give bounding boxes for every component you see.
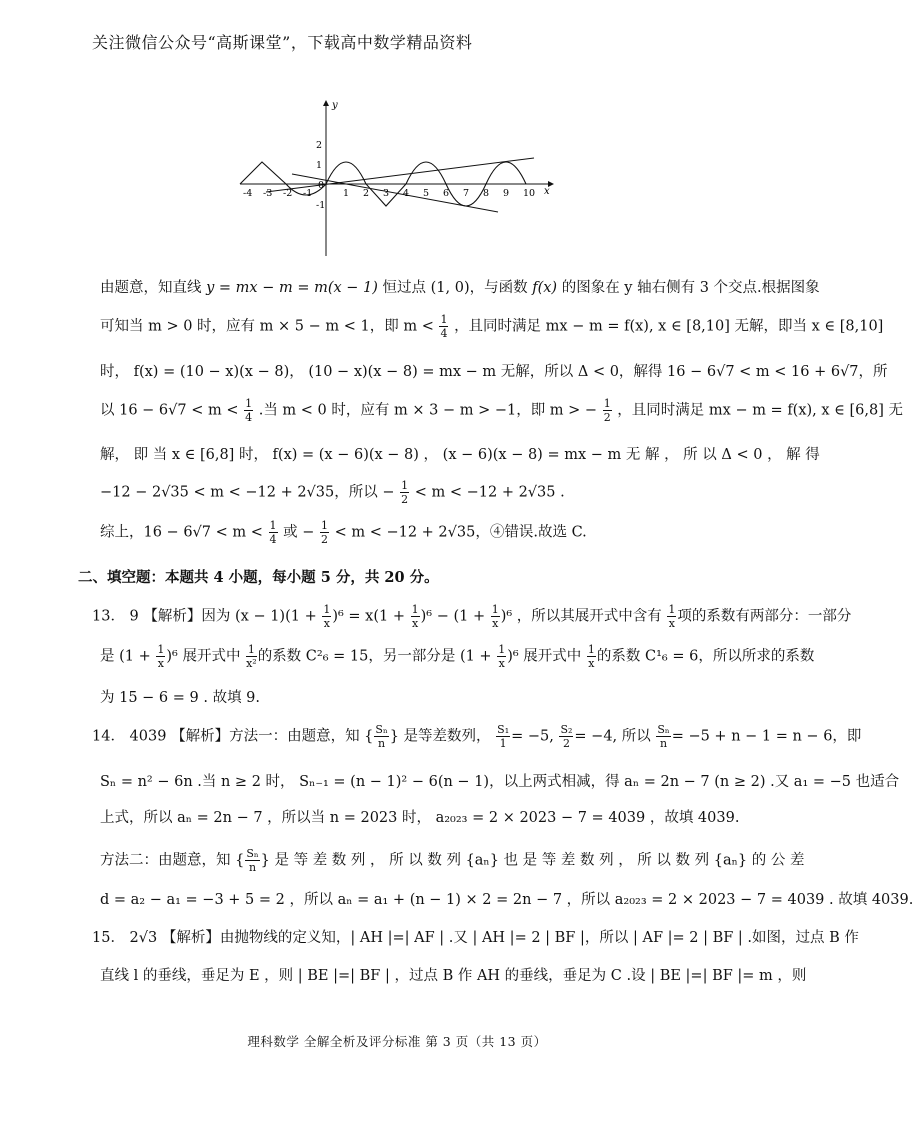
solution-line: 可知当 m > 0 时，应有 m × 5 − m < 1，即 m < $\frac{1}{4}$ ，且同时满足 mx − m = f(x), x ∈ [8,10] 无解，即当 x ∈ [8,10]	[100, 313, 884, 340]
x-tick-label: 4	[403, 188, 410, 199]
x-tick-label: -4	[243, 188, 253, 199]
answer-line: 14． 4039 【解析】方法一：由题意，知 { $\frac{\text{Sₙ}}{n}$ } 是等差数列， $\frac{\text{S₁}}{1}$ = −5, $\frac{\text{S₂}}{2}$ = −4, 所以 $\frac{\text{Sₙ}}{n}$ = −5 + n − 1 = n − 6，即	[92, 723, 862, 750]
answer-line: 上式，所以 aₙ = 2n − 7 ，所以当 n = 2023 时， a₂₀₂₃ = 2 × 2023 − 7 = 4039 ，故填 4039.	[100, 810, 740, 826]
fraction: $\frac{\text{Sₙ}}{n}$	[375, 723, 388, 750]
x-tick-label: -2	[283, 188, 293, 199]
fraction: $\frac{1}{4}$	[245, 397, 253, 424]
x-tick-label: 2	[363, 188, 370, 199]
x-tick-label: 6	[443, 188, 450, 199]
fraction: $\frac{\text{S₂}}{2}$	[560, 723, 573, 750]
answer-line: d = a₂ − a₁ = −3 + 5 = 2 ，所以 aₙ = a₁ + (n − 1) × 2 = 2n − 7 ，所以 a₂₀₂₃ = 2 × 2023 − 7 = 4039 . 故填 4039.	[100, 892, 913, 908]
fraction: $\frac{1}{2}$	[320, 519, 328, 546]
answer-line: 为 15 − 6 = 9 . 故填 9.	[100, 690, 261, 706]
answer-line: Sₙ = n² − 6n .当 n ≥ 2 时， Sₙ₋₁ = (n − 1)² − 6(n − 1)，以上两式相减，得 aₙ = 2n − 7 (n ≥ 2) .又 a₁ = −5 也适合	[100, 774, 900, 790]
fraction: $\frac{1}{2}$	[603, 397, 611, 424]
x-tick-label: 10	[523, 188, 536, 199]
answer-line: 15． 2√3 【解析】由抛物线的定义知，| AH |=| AF | .又 | AH |= 2 | BF |，所以 | AF |= 2 | BF | .如图，过点 B 作	[92, 930, 859, 946]
fraction: $\frac{1}{\text{x²}}$	[246, 643, 257, 670]
page-header: 关注微信公众号“高斯课堂”，下载高中数学精品资料	[92, 33, 473, 52]
y-tick-label: 2	[316, 140, 323, 151]
answer-line: 是 (1 + $\frac{1}{x}$ )⁶ 展开式中 $\frac{1}{\text{x²}}$ 的系数 C²₆ = 15，另一部分是 (1 + $\frac{1}{x}$ )⁶ 展开式中 $\frac{1}{x}$ 的系数 C¹₆ = 6，所以所求的系数	[100, 643, 815, 670]
fraction: $\frac{1}{x}$	[411, 603, 419, 630]
y-tick-label: 0	[318, 180, 325, 191]
function-graph	[236, 98, 566, 258]
x-tick-label: 7	[463, 188, 470, 199]
fraction: $\frac{\text{S₁}}{1}$	[497, 723, 510, 750]
y-axis-arrow	[323, 100, 329, 106]
solution-line: −12 − 2√35 < m < −12 + 2√35，所以 − $\frac{1}{2}$ < m < −12 + 2√35 .	[100, 479, 565, 506]
y-tick-label: -1	[316, 200, 326, 211]
fraction: $\frac{1}{4}$	[269, 519, 277, 546]
x-tick-label: 5	[423, 188, 430, 199]
fraction: $\frac{1}{4}$	[440, 313, 448, 340]
page-footer: 理科数学 全解全析及评分标准 第 3 页（共 13 页）	[247, 1034, 547, 1049]
solution-line: 综上，16 − 6√7 < m < $\frac{1}{4}$ 或 − $\frac{1}{2}$ < m < −12 + 2√35，④错误.故选 C.	[100, 519, 587, 546]
answer-line: 13． 9 【解析】因为 (x − 1)(1 + $\frac{1}{x}$ )⁶ = x(1 + $\frac{1}{x}$ )⁶ − (1 + $\frac{1}{x}$ )⁶ ，所以其展开式中含有 $\frac{1}{x}$ 项的系数有两部分：一部分	[92, 603, 852, 630]
y-axis-label: y	[332, 100, 338, 111]
solution-line: 时， f(x) = (10 − x)(x − 8)， (10 − x)(x − 8) = mx − m 无解，所以 Δ < 0，解得 16 − 6√7 < m < 16 + 6√7，所	[100, 364, 888, 380]
fraction: $\frac{1}{x}$	[157, 643, 165, 670]
fraction: $\frac{1}{x}$	[668, 603, 676, 630]
tangent-line-positive	[266, 158, 534, 192]
x-tick-label: 1	[343, 188, 350, 199]
x-tick-label: 8	[483, 188, 490, 199]
x-tick-label: 9	[503, 188, 510, 199]
fraction: $\frac{1}{x}$	[587, 643, 595, 670]
fraction: $\frac{1}{x}$	[498, 643, 506, 670]
fraction: $\frac{\text{Sₙ}}{n}$	[657, 723, 670, 750]
solution-line: 解， 即 当 x ∈ [6,8] 时， f(x) = (x − 6)(x − 8) ， (x − 6)(x − 8) = mx − m 无 解 ， 所 以 Δ < 0 ， 解 得	[100, 447, 820, 463]
section-title: 二、填空题：本题共 4 小题，每小题 5 分，共 20 分。	[78, 569, 439, 586]
fraction: $\frac{1}{x}$	[323, 603, 331, 630]
x-tick-label: -3	[263, 188, 273, 199]
fraction: $\frac{1}{x}$	[491, 603, 499, 630]
x-axis-label: x	[544, 186, 550, 197]
y-tick-label: 1	[316, 160, 323, 171]
answer-line: 方法二：由题意，知 { $\frac{\text{Sₙ}}{n}$ } 是 等 差 数 列 ， 所 以 数 列 {aₙ} 也 是 等 差 数 列 ， 所 以 数 列 {aₙ} 的 公 差	[100, 847, 805, 874]
solution-line: 由题意，知直线 y = mx − m = m(x − 1) 恒过点 (1, 0)，与函数 f(x) 的图象在 y 轴右侧有 3 个交点.根据图象	[100, 280, 820, 296]
answer-line: 直线 l 的垂线，垂足为 E ，则 | BE |=| BF | ，过点 B 作 AH 的垂线，垂足为 C .设 | BE |=| BF |= m ，则	[100, 968, 807, 984]
solution-line: 以 16 − 6√7 < m < $\frac{1}{4}$ .当 m < 0 时，应有 m × 3 − m > −1，即 m > − $\frac{1}{2}$ ，且同时满足 mx − m = f(x), x ∈ [6,8] 无	[100, 397, 904, 424]
x-tick-label: -1	[303, 188, 313, 199]
fraction: $\frac{1}{2}$	[401, 479, 409, 506]
fraction: $\frac{\text{Sₙ}}{n}$	[246, 847, 259, 874]
x-tick-label: 3	[383, 188, 390, 199]
